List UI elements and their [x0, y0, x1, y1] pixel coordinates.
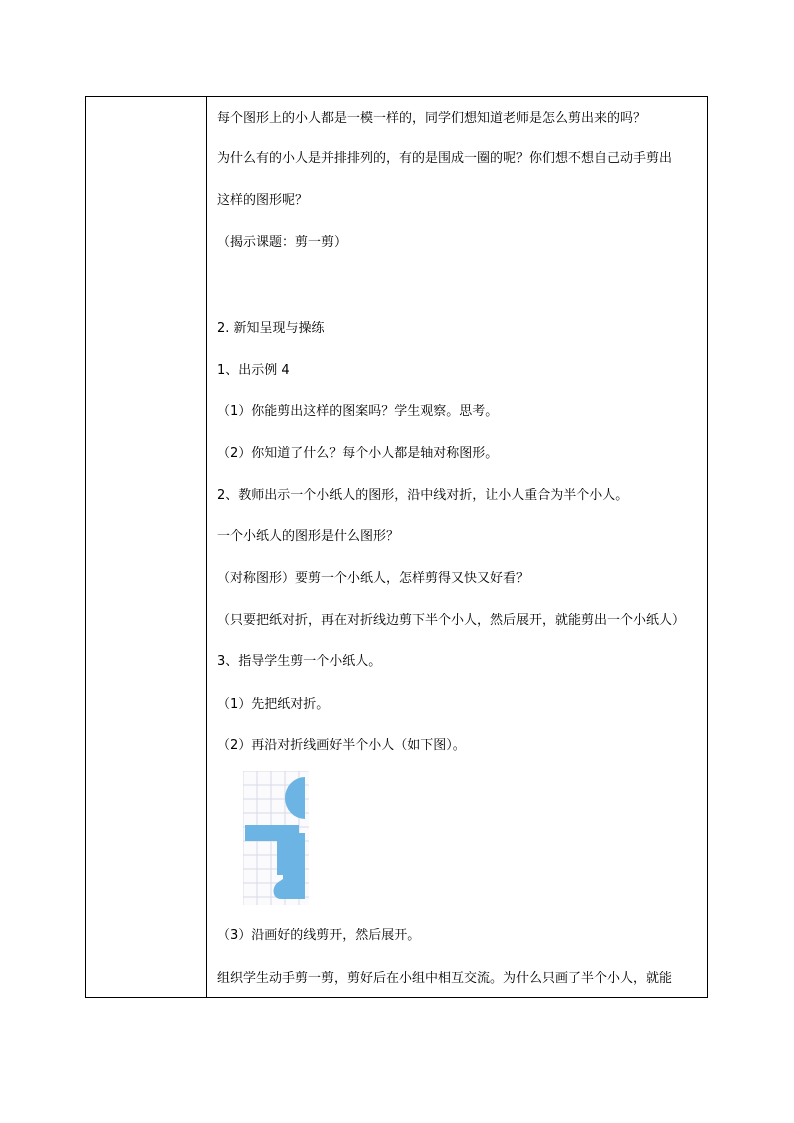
- text-line: 组织学生动手剪一剪，剪好后在小组中相互交流。为什么只画了半个小人，就能: [217, 971, 673, 986]
- section-heading: 2. 新知呈现与操练: [217, 321, 325, 336]
- text-line: （3）沿画好的线剪开，然后展开。: [217, 928, 421, 943]
- text-line: （1）先把纸对折。: [217, 697, 330, 712]
- text-line: （只要把纸对折，再在对折线边剪下半个小人，然后展开，就能剪出一个小纸人）: [217, 613, 686, 628]
- text-line: 这样的图形呢？: [217, 193, 309, 208]
- text-line: （对称图形）要剪一个小纸人，怎样剪得又快又好看？: [217, 571, 530, 586]
- half-paper-figure-image: [243, 771, 309, 905]
- text-line: 每个图形上的小人都是一模一样的，同学们想知道老师是怎么剪出来的吗？: [217, 111, 647, 126]
- text-line: 为什么有的小人是并排排列的，有的是围成一圈的呢？你们想不想自己动手剪出: [217, 151, 673, 166]
- text-line: 1、出示例 4: [217, 363, 290, 378]
- table-left-cell: [86, 97, 207, 997]
- text-line: （2）你知道了什么？每个小人都是轴对称图形。: [217, 446, 499, 461]
- lesson-table: [85, 96, 708, 998]
- text-line: 2、教师出示一个小纸人的图形，沿中线对折，让小人重合为半个小人。: [217, 488, 629, 503]
- table-right-cell: [207, 97, 707, 997]
- text-line: 3、指导学生剪一个小纸人。: [217, 654, 382, 669]
- text-line: （1）你能剪出这样的图案吗？学生观察。思考。: [217, 404, 499, 419]
- text-line: （2）再沿对折线画好半个小人（如下图）。: [217, 738, 466, 753]
- text-line: （揭示课题：剪一剪）: [217, 235, 348, 250]
- text-line: 一个小纸人的图形是什么图形？: [217, 529, 400, 544]
